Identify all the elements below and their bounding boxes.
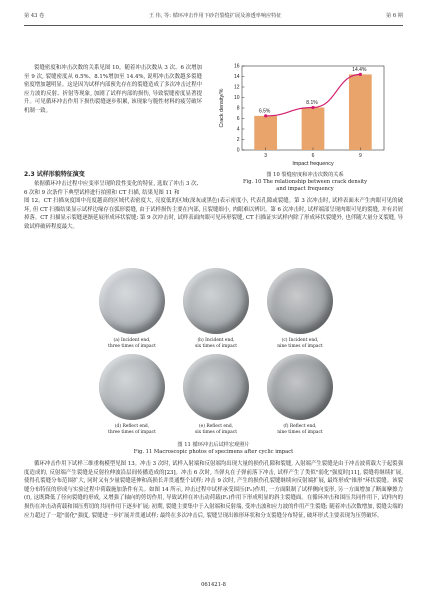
page-number: 061421-8 bbox=[201, 582, 226, 588]
photo-cell bbox=[96, 268, 168, 350]
photo-cell bbox=[180, 354, 252, 436]
trend-point bbox=[359, 73, 362, 76]
y-tick-label: 0 bbox=[236, 147, 240, 154]
left-paragraph: 裂缝密度和冲击次数的关系见图 10。随着冲击次数从 3 次、6 次增加至 9 次, 裂缝密度从 6.5%、8.1%增加至 14.4%, 说明冲击次数越多裂缝密度增加越明显。这是因为试样内部预先存在的裂缝造成了多次冲击过程中应力波的反射、折射等现象, 加剧了试样内部的损伤, 导致裂缝密度显著提升。可见循环冲击作用下损伤裂缝逐步积累, 该现象与脆性材料的疲劳破坏机制一致。 bbox=[24, 65, 202, 114]
x-tick-label: 6 bbox=[311, 153, 315, 159]
section-heading: 2.3 试样形貌特征演变 bbox=[24, 171, 85, 178]
running-header bbox=[24, 12, 403, 26]
trend-point bbox=[264, 114, 267, 117]
y-tick-label: 14 bbox=[233, 74, 240, 81]
data-label: 14.4% bbox=[352, 66, 367, 73]
data-label: 6.5% bbox=[258, 108, 271, 115]
specimen-photo bbox=[267, 268, 333, 334]
fig10-caption-cn: 图 10 裂缝密度和冲击次数的关系 bbox=[266, 172, 344, 178]
ct-paragraph: 图 12。CT 扫描灰度图中亮度越高的区域代表密度大, 亮度低的区域(深灰或黑色)表示密度小, 代表孔隙或裂缝。第 3 次冲击时, 试样表面未产生肉眼可见的破坏, 但 CT 扫描结果显示试样边缘存在弧形裂缝, 由于试样损伤主要在内部, 且裂缝细小, 肉眼难以辨识。第 6 次冲击时, 试样端部呈现肉眼可见的裂缝, 并有岩屑掉落。CT 扫描显示裂缝逐渐延展形成环状裂缝; 第 9 次冲击时, 试样表面肉眼可见环形裂缝, CT 扫描证实试样内除了形成环状裂缝外, 也伴随大量分叉裂缝, 导致试样破碎程度最大。 bbox=[24, 198, 403, 230]
y-tick-label: 6 bbox=[236, 116, 240, 123]
journal-issue: 第 6 期 bbox=[386, 13, 403, 19]
specimen-photo bbox=[183, 268, 249, 334]
photo-label: (c) Incident end, nine times of impact bbox=[277, 338, 323, 349]
y-tick-label: 4 bbox=[236, 126, 240, 133]
crack-density-chart bbox=[214, 58, 404, 170]
photo-label: (e) Reflect end, six times of impact bbox=[195, 424, 237, 435]
y-tick-label: 2 bbox=[236, 137, 240, 144]
fig11-caption bbox=[24, 442, 403, 456]
bar bbox=[302, 107, 325, 150]
fig11-caption-en: Fig. 11 Macroscopic photos of specimens after cyclic impact bbox=[133, 449, 294, 455]
specimen-photo bbox=[99, 268, 165, 334]
photo-cell bbox=[264, 268, 336, 350]
journal-volume: 第 43 卷 bbox=[24, 13, 45, 19]
x-tick-label: 9 bbox=[358, 153, 362, 159]
photo-cell bbox=[180, 268, 252, 350]
photo-cell bbox=[264, 354, 336, 436]
paragraph-3d-model: 循环冲击作用下试样三维重构模型见图 13。冲击 3 次时, 试样入射端和反射端均出现大量的损伤孔隙和裂缝, 入射端产生裂缝是由于冲击波荷载大于起裂强度造成的, 反射端产生裂缝是反射拉伸波沿层间传播造成的[23]。冲击 6 次时, 当弹丸在子弹前落下冲击, 试样产生了类似"弱化"强度时[11], 裂缝将继续扩展, 使得孔裂缝分布范围扩大, 同时又有少量裂缝延伸和高损长并贯通整个试样; 冲击 9 次时, 产生的损伤孔裂缝继续向反射端扩展, 最终形成"锥形"环状裂缝。该裂缝分布特征的形成与实验过程中荷载施加条件有关。如图 14 所示, 冲击过程中试样承受围压(Fₙ)作用, 一方面限制了试样侧向变形, 另一方面增加了断面摩擦力(f), 这既降低了径向裂缝的形成, 又增强了轴向的剪切作用, 导致试样在冲击动荷载(Fₛ)作用下形成明显的斜主裂缝面。在循环冲击和围压共同作用下, 试样内的损伤在冲击动荷载和围压剪切的共同作用下逐步扩展; 初期, 裂缝主要集中于入射端和反射端, 受冲击波和应力波的作用产生裂缝; 随着冲击次数增加, 裂缝尖端的应力超过了一超"弱化"强度, 裂缝进一步扩展并贯通试样; 最终在多次冲击后, 裂缝呈现出锥形环状和分支裂缝分布特征, 破坏形式主要表现为压剪破坏。 bbox=[24, 461, 403, 519]
data-label: 8.1% bbox=[306, 99, 318, 106]
specimen-photo bbox=[99, 354, 165, 420]
specimen-photo bbox=[267, 354, 333, 420]
trend-point bbox=[311, 106, 314, 109]
photo-label: (f) Reflect end, nine times of impact bbox=[277, 424, 323, 435]
section-intro: 依据循环冲击过程中应变率呈现阶段性变化的特征, 选取了冲击 3 次、6 次和 9 次条件下典型试样进行拍照和 CT 扫描, 结果见图 11 和 bbox=[24, 181, 202, 196]
photo-label: (d) Reflect end, three times of impact bbox=[108, 424, 156, 435]
x-tick-label: 3 bbox=[264, 153, 268, 159]
photo-cell bbox=[96, 354, 168, 436]
running-title: 王 伟, 等: 循环冲击作用下砂岩裂缝扩展及渗透率响应特征 bbox=[148, 13, 282, 19]
photo-label: (b) Incident end, six times of impact bbox=[195, 338, 237, 349]
fig10-caption-en-line1: Fig. 10 The relationship between crack density bbox=[242, 179, 368, 185]
y-tick-label: 8 bbox=[236, 105, 240, 112]
y-tick-label: 16 bbox=[233, 63, 240, 70]
specimen-photo bbox=[183, 354, 249, 420]
fig11-caption-cn: 图 11 循环冲击后试样宏观照片 bbox=[177, 442, 250, 448]
y-tick-label: 10 bbox=[233, 95, 240, 102]
x-axis-label: Impact frequency bbox=[292, 161, 334, 167]
bar bbox=[349, 74, 372, 150]
fig10-caption bbox=[200, 172, 410, 193]
photo-label: (a) Incident end, three times of impact bbox=[108, 338, 156, 349]
fig10-caption-en-line2: and impact frequency bbox=[276, 186, 334, 192]
header-rule bbox=[24, 25, 403, 26]
bar bbox=[254, 116, 277, 150]
y-axis-label: Crack density/% bbox=[219, 88, 225, 128]
fig10-chart bbox=[214, 58, 404, 170]
y-tick-label: 12 bbox=[233, 84, 240, 91]
